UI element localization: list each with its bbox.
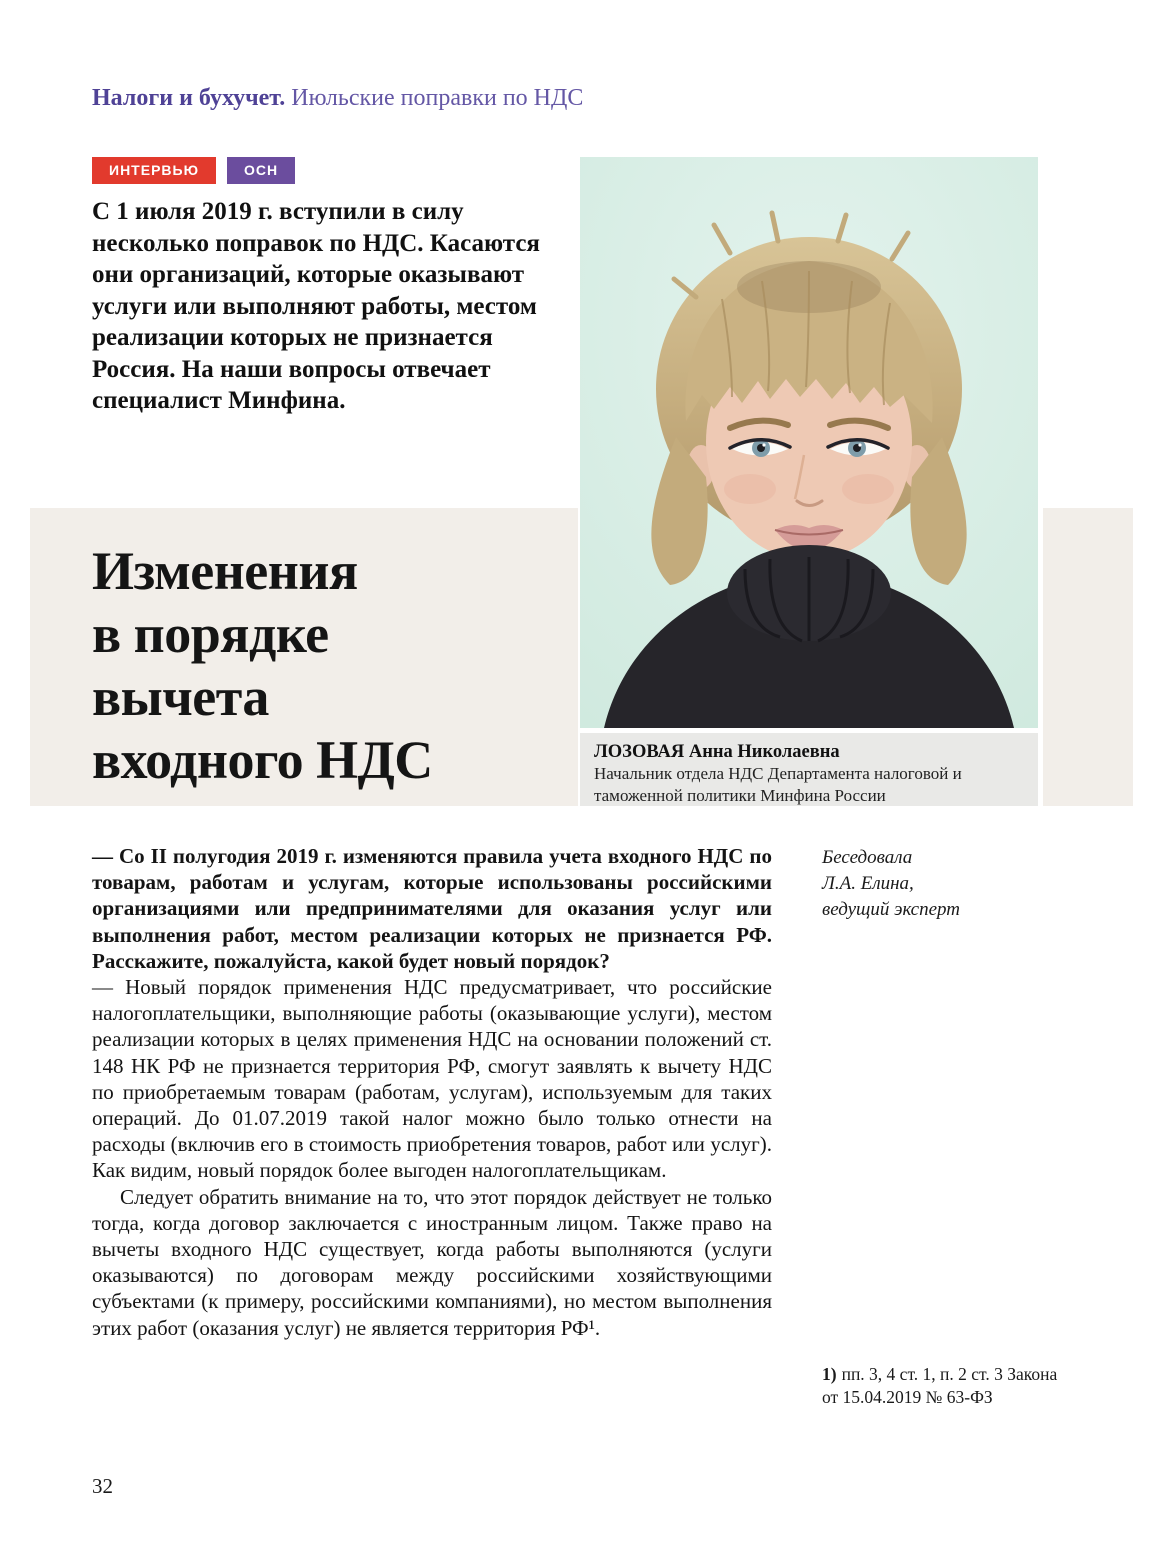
photo-caption: [580, 733, 1038, 806]
right-margin-strip: [1043, 508, 1133, 806]
footnote-marker: 1): [822, 1364, 837, 1384]
article-title-line: в порядке: [92, 604, 329, 664]
article-title-line: входного НДС: [92, 730, 433, 790]
interview-question: — Со II полугодия 2019 г. изменяются правила учета входного НДС по товарам, работам и услугам, которые использованы российскими организациями или предпринимателями для оказания услуг или выполнения работ, местом реализации которых не признается РФ. Расскажите, пожалуйста, какой будет новый порядок?: [92, 844, 772, 973]
section-title: Налоги и бухучет.: [92, 85, 286, 111]
section-subtitle: Июльские поправки по НДС: [291, 85, 584, 111]
headline-block: [30, 508, 578, 806]
caption-name: ЛОЗОВАЯ Анна Николаевна: [594, 742, 840, 762]
footnote: [822, 1363, 1092, 1409]
article-title-line: Изменения: [92, 541, 358, 601]
portrait-illustration: [580, 157, 1038, 728]
interview-answer: — Новый порядок применения НДС предусматривает, что российские налогоплательщики, выполняющие работы (оказывающие услуги), местом реализации которых в целях применения НДС на основании положений ст. 148 НК РФ не признается территория РФ, смогут заявлять к вычету НДС по приобретаемым товарам (работам, услугам), используемым для таких операций. До 01.07.2019 такой налог можно было только отнести на расходы (включив его в стоимость приобретения товаров, работ или услуг). Как видим, новый порядок более выгоден налогоплательщикам.: [92, 975, 772, 1183]
section-header: [92, 84, 583, 112]
portrait-photo: [580, 157, 1038, 728]
interview-body: [92, 843, 772, 1341]
page-number: 32: [92, 1474, 113, 1498]
byline-line: Беседовала: [822, 847, 913, 868]
article-title: [92, 540, 433, 792]
interview-answer: Следует обратить внимание на то, что этот порядок действует не только тогда, когда договор заключается с иностранным лицом. Также право на вычеты входного НДС существует, когда работы выполняются (услуги оказываются) по договорам между российскими хозяйствующими субъектами (к примеру, российскими компаниями), но местом выполнения этих работ (оказания услуг) не является территория РФ¹.: [92, 1184, 772, 1340]
byline-line: ведущий эксперт: [822, 899, 960, 920]
article-title-line: вычета: [92, 667, 269, 727]
footnote-text-line2: от 15.04.2019 № 63-ФЗ: [822, 1387, 993, 1407]
caption-role: Начальник отдела НДС Департамента налоговой и таможенной политики Минфина России: [594, 764, 962, 805]
badge-interview: ИНТЕРВЬЮ: [92, 157, 216, 184]
badge-osn: ОСН: [227, 157, 295, 184]
lead-paragraph: С 1 июля 2019 г. вступили в силу несколько поправок по НДС. Касаются они организаций, которые оказывают услуги или выполняют работы, местом реализации которых не признается Россия. На наши вопросы отвечает специалист Минфина.: [92, 198, 540, 414]
byline: [822, 845, 1102, 923]
byline-line: Л.А. Елина,: [822, 873, 914, 894]
footnote-text-line1: пп. 3, 4 ст. 1, п. 2 ст. 3 Закона: [841, 1364, 1058, 1384]
tag-badges: [92, 157, 306, 184]
